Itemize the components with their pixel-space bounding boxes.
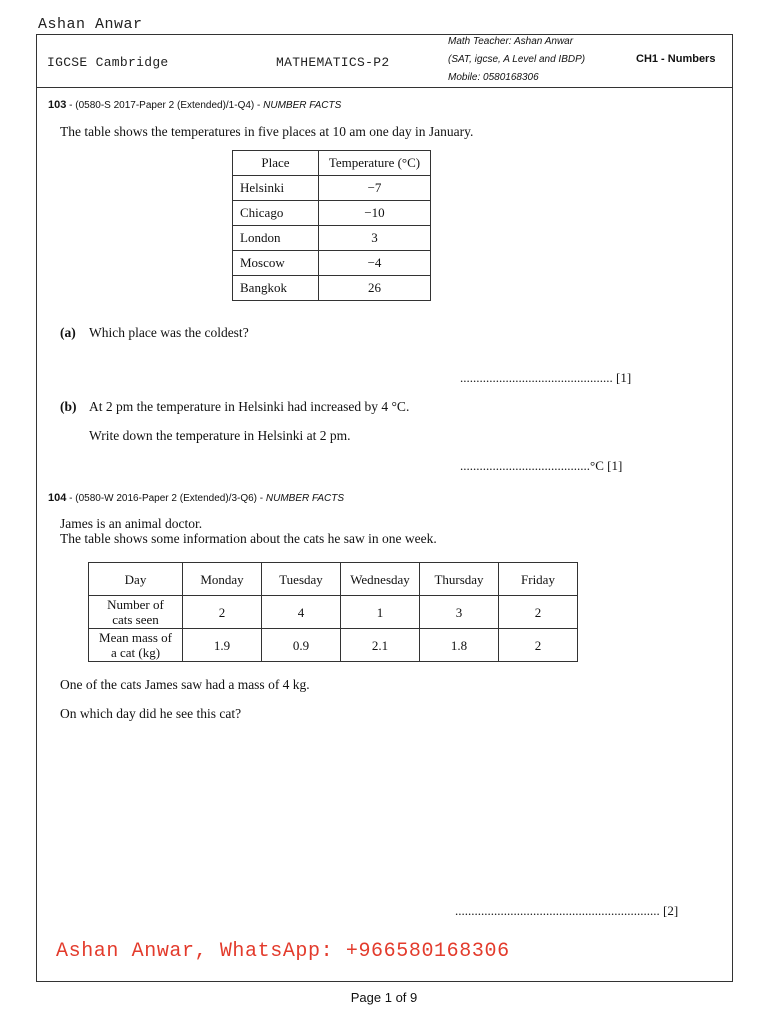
table-row-label xyxy=(89,596,183,629)
table-row xyxy=(233,251,431,276)
table-cell: 2 xyxy=(183,596,262,629)
table-cell: Helsinki xyxy=(233,176,319,201)
table-header-cell: Tuesday xyxy=(262,563,341,596)
table-row xyxy=(233,176,431,201)
teacher-mobile: Mobile: 0580168306 xyxy=(448,72,539,83)
cats-table xyxy=(88,562,578,662)
table-cell: 26 xyxy=(319,276,431,301)
question-104-header: 104 - (0580-W 2016-Paper 2 (Extended)/3-Q6) - NUMBER FACTS xyxy=(48,492,345,504)
table-cell: 1.9 xyxy=(183,629,262,662)
table-cell: 2 xyxy=(499,596,578,629)
table-header-row xyxy=(233,151,431,176)
table-cell: 4 xyxy=(262,596,341,629)
table-row xyxy=(233,226,431,251)
question-103-intro: The table shows the temperatures in five places at 10 am one day in January. xyxy=(60,124,474,139)
question-number: 104 xyxy=(48,492,67,504)
question-topic: NUMBER FACTS xyxy=(265,493,345,504)
document-owner-name: Ashan Anwar xyxy=(38,16,143,33)
temperature-table xyxy=(232,150,431,301)
table-row xyxy=(233,201,431,226)
teacher-name: Math Teacher: Ashan Anwar xyxy=(448,36,574,47)
subject-name: MATHEMATICS-P2 xyxy=(276,55,390,70)
row-label-line: Mean mass of xyxy=(99,630,172,645)
question-source: (0580-W 2016-Paper 2 (Extended)/3-Q6) xyxy=(75,493,258,504)
teacher-qualifications: (SAT, igcse, A Level and IBDP) xyxy=(448,54,586,65)
table-cell: London xyxy=(233,226,319,251)
table-header-cell: Thursday xyxy=(420,563,499,596)
table-header-cell: Day xyxy=(89,563,183,596)
table-cell: Moscow xyxy=(233,251,319,276)
table-cell: Chicago xyxy=(233,201,319,226)
table-header-cell: Friday xyxy=(499,563,578,596)
part-a-question: Which place was the coldest? xyxy=(89,325,249,340)
question-104-prompt: On which day did he see this cat? xyxy=(60,706,242,721)
table-cell: Bangkok xyxy=(233,276,319,301)
part-b-question: At 2 pm the temperature in Helsinki had increased by 4 °C. xyxy=(89,399,410,414)
row-label-line: cats seen xyxy=(112,612,159,627)
question-104-answer-line: ............................................................... [2] xyxy=(455,903,679,918)
question-104-statement: One of the cats James saw had a mass of 4 kg. xyxy=(60,677,310,692)
contact-watermark: Ashan Anwar, WhatsApp: +966580168306 xyxy=(56,940,510,963)
row-label-line: Number of xyxy=(107,597,164,612)
table-cell: 0.9 xyxy=(262,629,341,662)
table-row-label xyxy=(89,629,183,662)
part-b-answer-line: ........................................°C [1] xyxy=(460,458,623,473)
table-header-row xyxy=(89,563,578,596)
table-cell: 3 xyxy=(420,596,499,629)
table-cell: 2.1 xyxy=(341,629,420,662)
table-row xyxy=(89,629,578,662)
part-a-answer-line: ............................................... [1] xyxy=(460,370,632,385)
part-a-label: (a) xyxy=(60,325,76,340)
question-104-intro-1: James is an animal doctor. xyxy=(60,516,203,531)
table-cell: −7 xyxy=(319,176,431,201)
part-b-label: (b) xyxy=(60,399,77,414)
row-label-line: a cat (kg) xyxy=(110,645,161,660)
question-source: (0580-S 2017-Paper 2 (Extended)/1-Q4) xyxy=(75,100,255,111)
question-number: 103 xyxy=(48,99,67,111)
chapter-label: CH1 - Numbers xyxy=(636,53,716,65)
table-cell: 1.8 xyxy=(420,629,499,662)
table-header-cell: Monday xyxy=(183,563,262,596)
question-103-header: 103 - (0580-S 2017-Paper 2 (Extended)/1-Q4) - NUMBER FACTS xyxy=(48,99,342,111)
page-number: Page 1 of 9 xyxy=(350,990,418,1005)
table-cell: −10 xyxy=(319,201,431,226)
course-name: IGCSE Cambridge xyxy=(47,55,169,70)
question-topic: NUMBER FACTS xyxy=(263,100,342,111)
table-cell: 1 xyxy=(341,596,420,629)
table-row xyxy=(89,596,578,629)
table-header-cell: Place xyxy=(233,151,319,176)
header-divider xyxy=(36,87,733,88)
table-cell: 3 xyxy=(319,226,431,251)
table-header-cell: Temperature (°C) xyxy=(319,151,431,176)
table-cell: 2 xyxy=(499,629,578,662)
question-104-intro-2: The table shows some information about the cats he saw in one week. xyxy=(60,531,437,546)
table-row xyxy=(233,276,431,301)
table-header-cell: Wednesday xyxy=(341,563,420,596)
part-b-instruction: Write down the temperature in Helsinki at 2 pm. xyxy=(89,428,351,443)
table-cell: −4 xyxy=(319,251,431,276)
